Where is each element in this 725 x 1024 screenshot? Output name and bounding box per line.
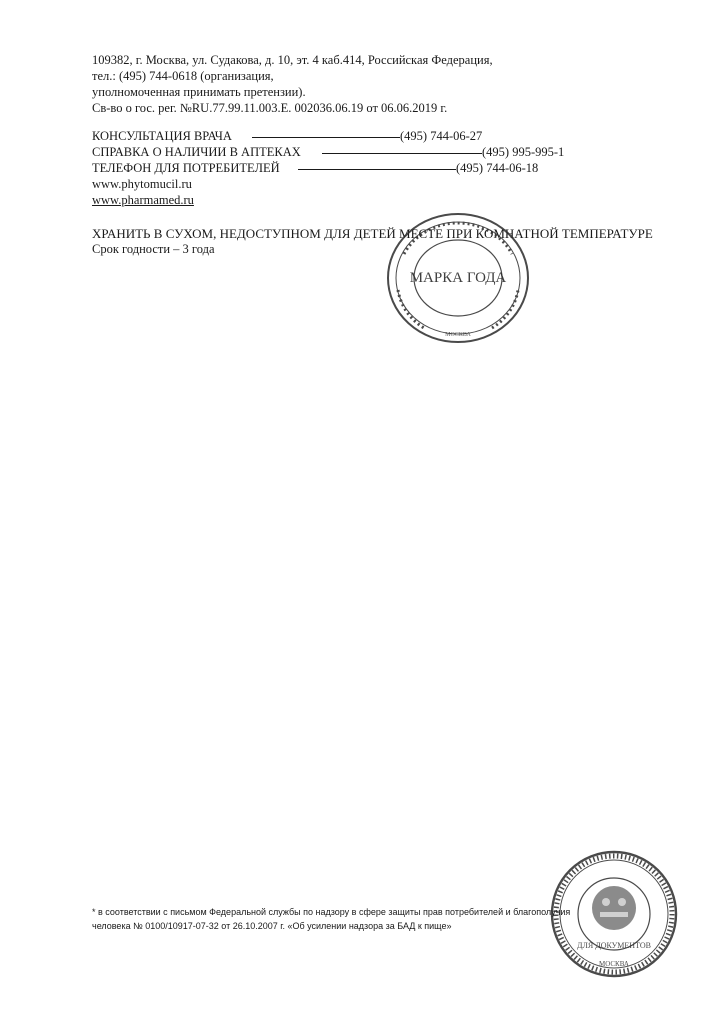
website-link-phytomucil[interactable]: www.phytomucil.ru — [92, 177, 192, 191]
organization-seal-bottom-text: МОСКВА — [599, 960, 629, 968]
address-line-2: тел.: (495) 744-0618 (организация, — [92, 69, 274, 83]
contact-phone: (495) 744-06-27 — [400, 129, 483, 143]
contact-row-consumers — [92, 160, 592, 176]
organization-seal-ring-text: ДЛЯ ДОКУМЕНТОВ — [577, 941, 651, 950]
contact-phone: (495) 744-06-18 — [456, 161, 539, 175]
leader-line — [322, 153, 482, 154]
award-stamp — [384, 210, 532, 346]
contact-label: ТЕЛЕФОН ДЛЯ ПОТРЕБИТЕЛЕЙ — [92, 161, 280, 175]
contact-row-pharmacy — [92, 144, 592, 160]
shelf-life: Срок годности – 3 года — [92, 242, 215, 256]
organization-seal — [548, 848, 680, 980]
award-stamp-center-text: МАРКА ГОДА — [409, 270, 507, 286]
address-line-3: уполномоченная принимать претензии). — [92, 85, 306, 99]
website-link-pharmamed[interactable]: www.pharmamed.ru — [92, 193, 194, 207]
contact-block — [92, 128, 592, 208]
award-stamp-bottom-text: МОСКВА — [445, 332, 471, 338]
manufacturer-address — [92, 52, 493, 116]
address-line-1: 109382, г. Москва, ул. Судакова, д. 10, эт. 4 каб.414, Российская Федерация, — [92, 53, 493, 67]
leader-line — [298, 169, 456, 170]
leader-line — [252, 137, 400, 138]
contact-phone: (495) 995-995-1 — [482, 145, 565, 159]
footnote-line-2: человека № 0100/10917-07-32 от 26.10.2007 г. «Об усилении надзора за БАД к пище» — [92, 921, 452, 931]
storage-instruction: ХРАНИТЬ В СУХОМ, НЕДОСТУПНОМ ДЛЯ ДЕТЕЙ МЕСТЕ ПРИ КОМНАТНОЙ ТЕМПЕРАТУРЕ — [92, 226, 653, 241]
footnote — [92, 905, 570, 933]
registration-line: Св-во о гос. рег. №RU.77.99.11.003.E. 002036.06.19 от 06.06.2019 г. — [92, 101, 448, 115]
contact-row-consultation — [92, 128, 592, 144]
contact-label: СПРАВКА О НАЛИЧИИ В АПТЕКАХ — [92, 145, 301, 159]
footnote-line-1: * в соответствии с письмом Федеральной службы по надзору в сфере защиты прав потребителей и благополучия — [92, 907, 571, 917]
contact-label: КОНСУЛЬТАЦИЯ ВРАЧА — [92, 129, 232, 143]
